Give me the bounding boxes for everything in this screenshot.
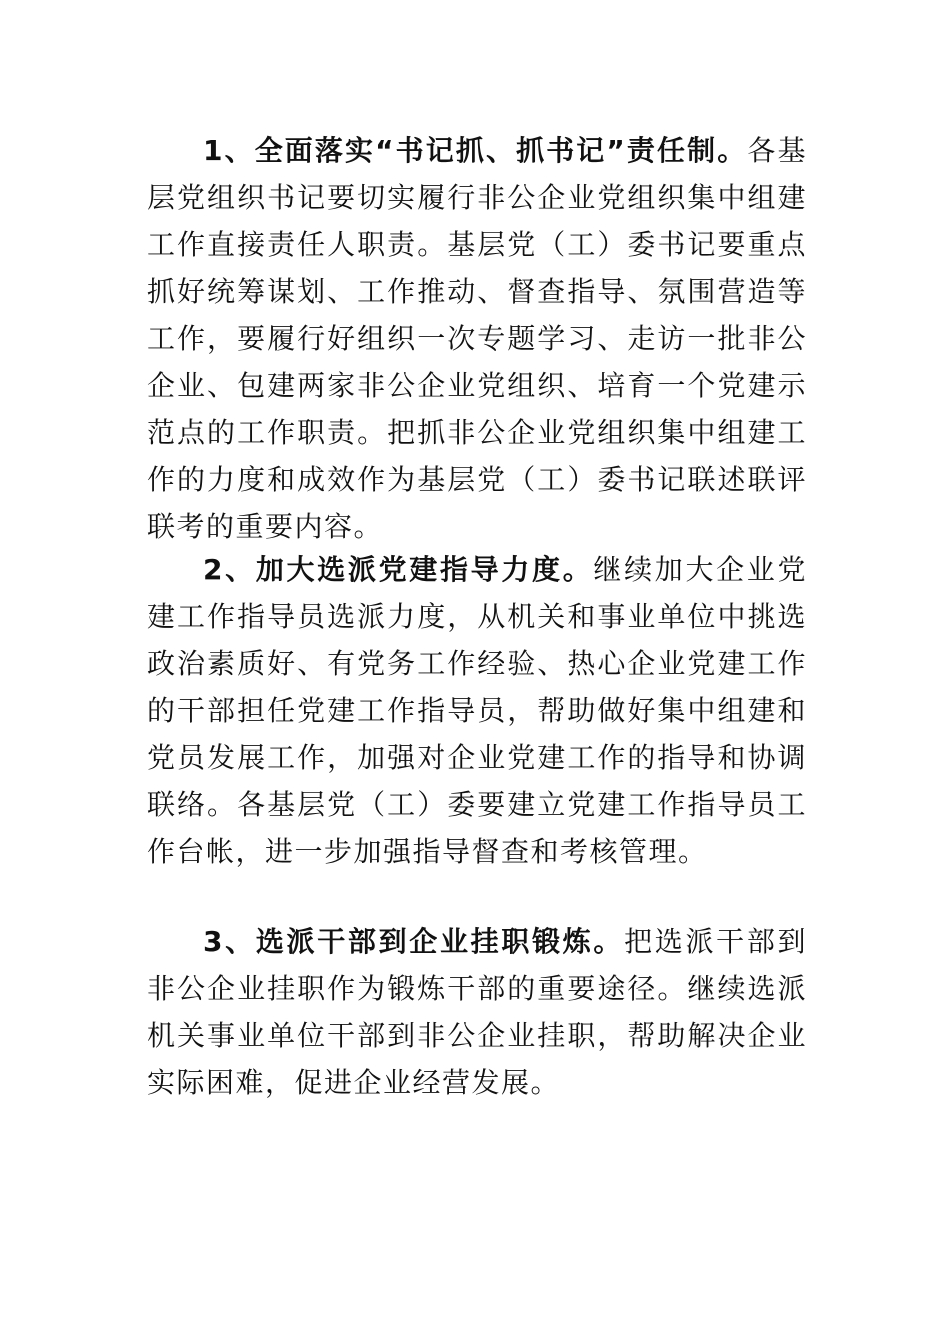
- paragraph-3: [147, 918, 807, 1106]
- paragraph-1: [147, 127, 807, 550]
- paragraph-1-body: 各基层党组织书记要切实履行非公企业党组织集中组建工作直接责任人职责。基层党（工）委书记要重点抓好统筹谋划、工作推动、督查指导、氛围营造等工作，要履行好组织一次专题学习、走访一批非公企业、包建两家非公企业党组织、培育一个党建示范点的工作职责。把抓非公企业党组织集中组建工作的力度和成效作为基层党（工）委书记联述联评联考的重要内容。: [147, 134, 807, 543]
- paragraph-2-heading: 2、加大选派党建指导力度。: [203, 553, 594, 586]
- paragraph-3-heading: 3、选派干部到企业挂职锻炼。: [203, 925, 625, 958]
- paragraph-3-body: 把选派干部到非公企业挂职作为锻炼干部的重要途径。继续选派机关事业单位干部到非公企业挂职，帮助解决企业实际困难，促进企业经营发展。: [147, 925, 807, 1099]
- paragraph-2: [147, 546, 807, 875]
- paragraph-1-heading: 1、全面落实“书记抓、抓书记”责任制。: [203, 134, 748, 167]
- paragraph-2-body: 继续加大企业党建工作指导员选派力度，从机关和事业单位中挑选政治素质好、有党务工作经验、热心企业党建工作的干部担任党建工作指导员，帮助做好集中组建和党员发展工作，加强对企业党建工作的指导和协调联络。各基层党（工）委要建立党建工作指导员工作台帐，进一步加强指导督查和考核管理。: [147, 553, 807, 868]
